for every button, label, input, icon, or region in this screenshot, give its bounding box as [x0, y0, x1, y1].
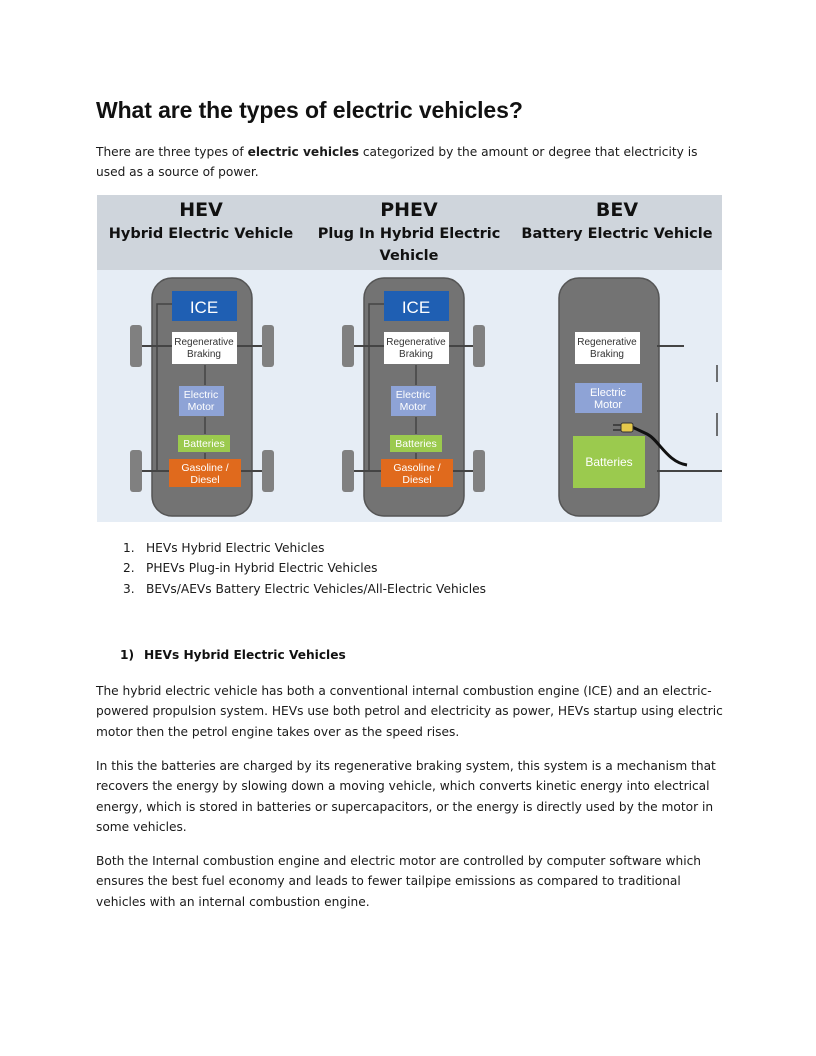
hev-full-name: Hybrid Electric Vehicle	[108, 226, 294, 242]
phev-wheel-front-left	[342, 325, 354, 367]
section-1-title: HEVs Hybrid Electric Vehicles	[144, 648, 346, 662]
hev-diagram	[97, 270, 307, 522]
hev-fuel-label-2: Diesel	[190, 474, 220, 486]
page-title: What are the types of electric vehicles?	[96, 97, 523, 123]
bev-diagram	[507, 270, 722, 522]
phev-wheel-rear-left	[342, 450, 354, 492]
hev-fuel-label-1: Gasoline /	[181, 462, 229, 474]
list-item-number: 3.	[123, 581, 135, 596]
list-item-text: PHEVs Plug-in Hybrid Electric Vehicles	[146, 561, 378, 576]
hev-wheel-rear-right	[262, 450, 274, 492]
intro-text-after: categorized by the amount or degree that electricity is used as a source of power.	[96, 145, 698, 180]
hev-batteries-label: Batteries	[183, 438, 225, 450]
bev-plug-icon	[621, 423, 633, 432]
hev-regen-label-2: Braking	[187, 349, 221, 360]
bev-full-name: Battery Electric Vehicle	[521, 226, 713, 242]
hev-car-diagram	[97, 270, 307, 522]
ev-types-list	[96, 538, 486, 599]
bev-regen-label-1: Regenerative	[577, 337, 637, 348]
phev-motor-label-1: Electric	[395, 389, 431, 401]
list-item	[96, 558, 486, 578]
phev-fuel-label-2: Diesel	[402, 474, 432, 486]
hev-wheel-rear-left	[130, 450, 142, 492]
phev-abbr: PHEV	[380, 199, 438, 221]
phev-wheel-rear-right	[473, 450, 485, 492]
intro-bold-term: electric vehicles	[247, 145, 359, 159]
list-item-number: 2.	[123, 561, 135, 576]
hev-motor-label-2: Motor	[187, 401, 215, 413]
phev-fuel-label-1: Gasoline /	[393, 462, 441, 474]
list-item-number: 1.	[123, 541, 135, 555]
phev-regen-label-2: Braking	[399, 349, 433, 360]
hev-column-heading	[97, 197, 305, 245]
bev-motor-label-1: Electric	[589, 387, 627, 399]
section-1-number: 1)	[120, 648, 135, 662]
phev-ice-label: ICE	[401, 298, 431, 317]
hev-regen-label-1: Regenerative	[174, 337, 234, 348]
section-1-heading	[120, 648, 346, 662]
hev-wheel-front-right	[262, 325, 274, 367]
list-item	[96, 579, 486, 599]
section-1-paragraph-3: Both the Internal combustion engine and electric motor are controlled by computer software which ensures the best fuel economy and leads to fewer tailpipe emissions as compared to traditional vehicles with an internal combustion engine.	[96, 854, 702, 909]
bev-motor-label-2: Motor	[593, 399, 623, 411]
hev-abbr: HEV	[179, 199, 223, 221]
phev-diagram	[307, 270, 507, 522]
phev-column-heading	[309, 197, 509, 267]
list-item	[96, 538, 486, 558]
ev-types-figure	[97, 195, 722, 522]
bev-regen-label-2: Braking	[590, 349, 624, 360]
intro-text-before: There are three types of	[96, 145, 248, 159]
list-item-text: BEVs/AEVs Battery Electric Vehicles/All-Electric Vehicles	[146, 581, 486, 596]
hev-wheel-front-left	[130, 325, 142, 367]
bev-batteries-label: Batteries	[585, 455, 633, 469]
phev-motor-label-2: Motor	[399, 401, 427, 413]
bev-abbr: BEV	[595, 199, 639, 221]
hev-motor-label-1: Electric	[183, 389, 219, 401]
section-1-paragraph-1: The hybrid electric vehicle has both a conventional internal combustion engine (ICE) and an electric-powered propulsion system. HEVs use both petrol and electricity as power, HEVs startup using electric motor then the petrol engine takes over as the speed rises.	[96, 684, 723, 739]
phev-car-diagram	[307, 270, 507, 522]
intro-paragraph	[96, 142, 726, 183]
phev-full-name: Plug In Hybrid Electric Vehicle	[317, 226, 501, 264]
section-1-paragraph-2: In this the batteries are charged by its regenerative braking system, this system is a mechanism that recovers the energy by slowing down a moving vehicle, which converts kinetic energy into electrical energy, which is stored in batteries or supercapacitors, or the energy is directly used by the motor in some vehicles.	[96, 759, 716, 835]
phev-wheel-front-right	[473, 325, 485, 367]
phev-regen-label-1: Regenerative	[386, 337, 446, 348]
hev-ice-label: ICE	[189, 298, 219, 317]
bev-car-diagram	[507, 270, 722, 522]
phev-batteries-label: Batteries	[395, 438, 437, 450]
bev-column-heading	[512, 197, 722, 245]
list-item-text: HEVs Hybrid Electric Vehicles	[146, 541, 325, 555]
